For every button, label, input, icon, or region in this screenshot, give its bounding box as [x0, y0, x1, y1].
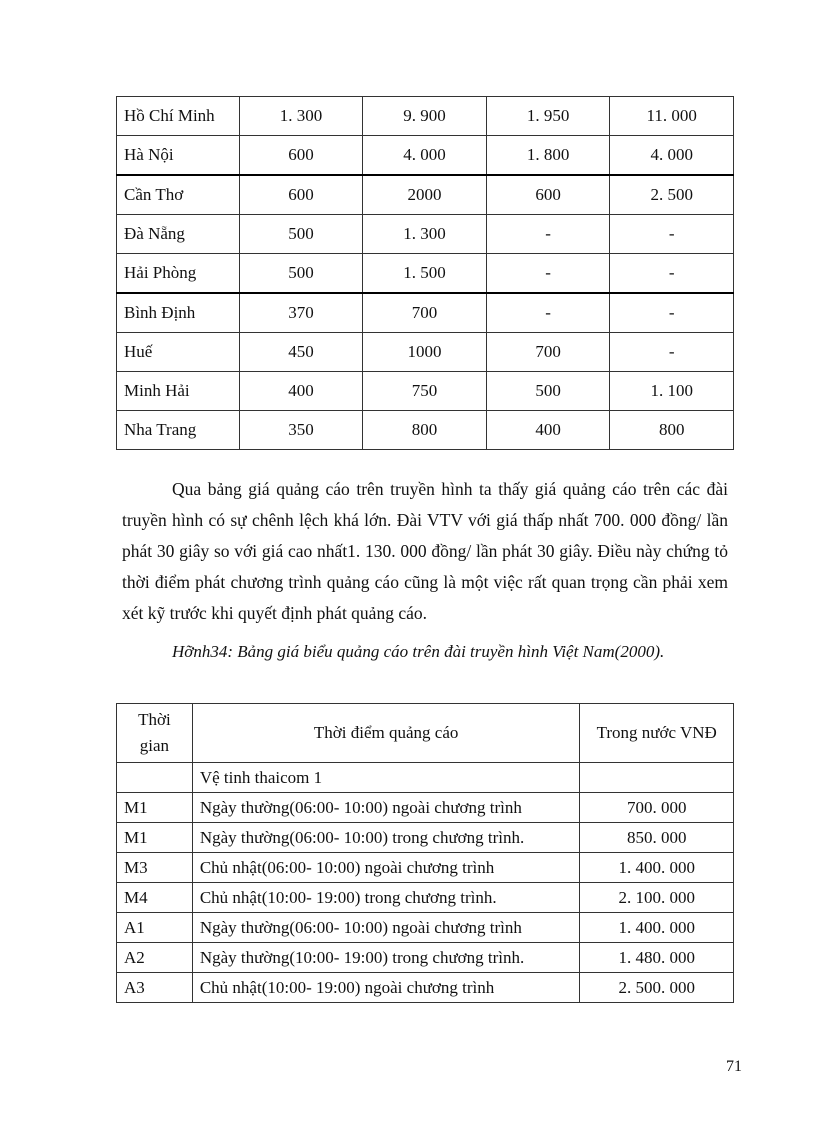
value-cell: 800	[610, 411, 734, 450]
code-cell: M4	[117, 883, 193, 913]
table-row	[117, 411, 734, 450]
value-cell: 800	[363, 411, 487, 450]
price-cell: 1. 480. 000	[580, 943, 734, 973]
value-cell: 1. 100	[610, 372, 734, 411]
section-label: Vệ tinh thaicom 1	[192, 763, 580, 793]
code-cell: A2	[117, 943, 193, 973]
page-number: 71	[726, 1058, 742, 1075]
slot-cell: Ngày thường(06:00- 10:00) ngoài chương trình	[192, 913, 580, 943]
city-cell: Bình Định	[117, 293, 240, 333]
slot-cell: Ngày thường(10:00- 19:00) trong chương trình.	[192, 943, 580, 973]
city-price-table	[116, 96, 734, 450]
code-cell: M1	[117, 793, 193, 823]
table-row	[117, 853, 734, 883]
price-cell: 2. 100. 000	[580, 883, 734, 913]
code-cell: A1	[117, 913, 193, 943]
value-cell: 1. 500	[363, 254, 487, 294]
value-cell: 1. 800	[486, 136, 610, 176]
code-cell: M1	[117, 823, 193, 853]
value-cell: 400	[239, 372, 363, 411]
table-row	[117, 293, 734, 333]
value-cell: 700	[486, 333, 610, 372]
slot-cell: Chủ nhật(10:00- 19:00) ngoài chương trình	[192, 973, 580, 1003]
value-cell: 2000	[363, 175, 487, 215]
slot-cell: Ngày thường(06:00- 10:00) trong chương trình.	[192, 823, 580, 853]
slot-cell: Chủ nhật(10:00- 19:00) trong chương trình.	[192, 883, 580, 913]
value-cell: 1. 300	[363, 215, 487, 254]
value-cell: 500	[239, 215, 363, 254]
value-cell: 700	[363, 293, 487, 333]
value-cell: 600	[239, 175, 363, 215]
value-cell: 11. 000	[610, 97, 734, 136]
paragraph-text: Qua bảng giá quảng cáo trên truyền hình ta thấy giá quảng cáo trên các đài truyền hình có sự chênh lệch khá lớn. Đài VTV với giá thấp nhất 700. 000 đồng/ lần phát 30 giây so với giá cao nhất1. 130. 000 đồng/ lần phát 30 giây. Điều này chứng tỏ thời điểm phát chương trình quảng cáo cũng là một việc rất quan trọng cần phải xem xét kỹ trước khi quyết định phát quảng cáo.	[122, 479, 728, 623]
code-cell: A3	[117, 973, 193, 1003]
price-cell: 700. 000	[580, 793, 734, 823]
value-cell: 600	[239, 136, 363, 176]
price-cell: 1. 400. 000	[580, 913, 734, 943]
price-cell: 1. 400. 000	[580, 853, 734, 883]
value-cell: 2. 500	[610, 175, 734, 215]
value-cell: -	[610, 333, 734, 372]
section-row	[117, 763, 734, 793]
value-cell: 500	[239, 254, 363, 294]
value-cell: 350	[239, 411, 363, 450]
city-cell: Cần Thơ	[117, 175, 240, 215]
city-cell: Minh Hải	[117, 372, 240, 411]
table-row	[117, 823, 734, 853]
value-cell: 4. 000	[610, 136, 734, 176]
value-cell: 400	[486, 411, 610, 450]
table-row	[117, 372, 734, 411]
table-row	[117, 793, 734, 823]
value-cell: -	[610, 293, 734, 333]
slot-cell: Chủ nhật(06:00- 10:00) ngoài chương trình	[192, 853, 580, 883]
value-cell: 450	[239, 333, 363, 372]
table-row	[117, 254, 734, 294]
header-price: Trong nước VNĐ	[580, 704, 734, 763]
value-cell: 4. 000	[363, 136, 487, 176]
city-cell: Hà Nội	[117, 136, 240, 176]
value-cell: 600	[486, 175, 610, 215]
price-cell: 2. 500. 000	[580, 973, 734, 1003]
value-cell: 9. 900	[363, 97, 487, 136]
caption-text: Hỡnh34: Bảng giá biểu quảng cáo trên đài truyền hình Việt Nam(2000).	[172, 642, 665, 661]
value-cell: 500	[486, 372, 610, 411]
city-cell: Hồ Chí Minh	[117, 97, 240, 136]
ad-price-table	[116, 703, 734, 1003]
table-row	[117, 913, 734, 943]
city-cell: Huế	[117, 333, 240, 372]
figure-caption	[122, 637, 728, 667]
slot-cell: Ngày thường(06:00- 10:00) ngoài chương trình	[192, 793, 580, 823]
value-cell: -	[486, 293, 610, 333]
table-row	[117, 333, 734, 372]
table-row	[117, 973, 734, 1003]
table-header-row	[117, 704, 734, 763]
value-cell: -	[486, 254, 610, 294]
value-cell: 1. 300	[239, 97, 363, 136]
table-row	[117, 883, 734, 913]
value-cell: 750	[363, 372, 487, 411]
value-cell: 1000	[363, 333, 487, 372]
price-cell: 850. 000	[580, 823, 734, 853]
table-row	[117, 97, 734, 136]
city-cell: Hải Phòng	[117, 254, 240, 294]
table-row	[117, 175, 734, 215]
table-row	[117, 136, 734, 176]
body-paragraph	[122, 474, 728, 629]
value-cell: 1. 950	[486, 97, 610, 136]
city-cell: Nha Trang	[117, 411, 240, 450]
code-cell: M3	[117, 853, 193, 883]
value-cell: -	[610, 254, 734, 294]
value-cell: -	[486, 215, 610, 254]
value-cell: -	[610, 215, 734, 254]
table-row	[117, 215, 734, 254]
header-slot: Thời điểm quảng cáo	[192, 704, 580, 763]
table-row	[117, 943, 734, 973]
value-cell: 370	[239, 293, 363, 333]
header-time: Thời gian	[117, 704, 193, 763]
city-cell: Đà Nẵng	[117, 215, 240, 254]
